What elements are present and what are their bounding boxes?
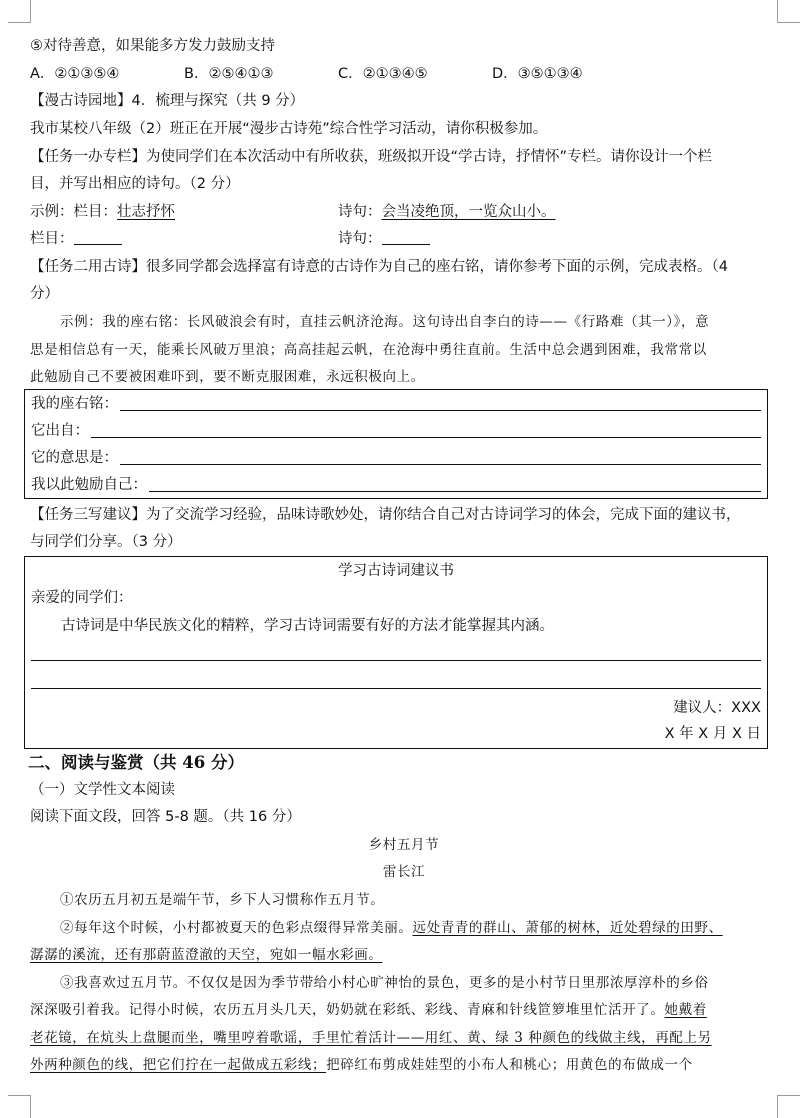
task-2-example-line-1: 示例：我的座右铭：长风破浪会有时，直挂云帆济沧海。这句诗出自李白的诗——《行路难（其一）》，意 [60,314,710,330]
source-label: 它出自： [31,423,89,439]
essay-author: 雷长江 [382,864,426,880]
suggestion-letter-box [24,556,768,749]
meaning-row[interactable] [31,448,761,468]
essay-title: 乡村五月节 [368,837,440,853]
p3-lead: 深深吸引着我。记得小时候，农历五月头几天，奶奶就在彩纸、彩线、青麻和针线笸箩堆里忙活开了。 [30,1002,665,1018]
letter-title: 学习古诗词建议书 [338,563,454,579]
example-column-row [30,202,175,222]
column-answer-row [30,229,122,249]
task-3-line-1: 【任务三写建议】为了交流学习经验，品味诗歌妙处，请你结合自己对古诗词学习的体会，完成下面的建议书， [30,507,741,523]
task-3-line-2: 与同学们分享。（3 分） [30,534,182,550]
example-column: 壮志抒怀 [117,204,175,220]
p2-underlined-1: 远处青青的群山、萧郁的树林，近处碧绿的田野、 [412,920,723,936]
poem-answer-row [338,229,430,249]
crop-mark-top-right [777,0,800,23]
column-answer-blank[interactable] [74,230,122,245]
crop-mark-bottom-right [777,1095,800,1118]
motto-table [24,389,768,499]
encourage-row[interactable] [31,475,761,495]
question-4-title: 【漫古诗园地】4．梳理与探究（共 9 分） [30,93,305,109]
essay-paragraph-3-line-2 [30,1000,707,1020]
section-2-heading: 二、阅读与鉴赏（共 46 分） [28,753,244,772]
task-2-example-line-2: 思是相信总有一天，能乘长风破万里浪；高高挂起云帆，在沧海中勇往直前。生活中总会遇到困难，我常常以 [30,342,707,358]
example-prefix: 示例：栏目： [30,204,117,220]
crop-mark-bottom-left [8,1095,31,1118]
example-poem-row [338,202,556,222]
poem-answer-blank[interactable] [382,230,430,245]
poem-label: 诗句： [338,231,382,247]
option-c: C．②①③④⑤ [338,66,428,82]
source-answer-line[interactable] [91,437,761,438]
essay-paragraph-3-line-3 [30,1028,712,1048]
p3-underlined-start: 她戴着 [664,1002,707,1018]
letter-answer-line-2[interactable] [31,688,761,689]
source-row[interactable] [31,421,761,441]
meaning-label: 它的意思是： [31,450,118,466]
task-2-line-2: 分） [30,286,59,302]
p2-underlined-2: 潺潺的溪流，还有那蔚蓝澄澈的天空，宛如一幅水彩画。 [30,947,383,963]
p3-tail: 把碎红布剪成娃娃型的小布人和桃心；用黄色的布做成一个 [326,1057,693,1073]
task-1-line-1: 【任务一办专栏】为使同学们在本次活动中有所收获，班级拟开设“学古诗，抒情怀”专栏。请你设计一个栏 [30,149,713,165]
meaning-answer-line[interactable] [120,464,761,465]
question-4-intro: 我市某校八年级（2）班正在开展“漫步古诗苑”综合性学习活动，请你积极参加。 [30,121,548,137]
task-1-line-2: 目，并写出相应的诗句。（2 分） [30,176,240,192]
option-b: B．②⑤④①③ [184,66,274,82]
column-label: 栏目： [30,231,74,247]
essay-paragraph-3-line-1: ③我喜欢过五月节。不仅仅是因为季节带给小村心旷神怡的景色，更多的是小村节日里那浓厚淳朴的乡俗 [60,975,709,991]
p2-lead: ②每年这个时候，小村都被夏天的色彩点缀得异常美丽。 [60,920,413,936]
motto-row[interactable] [31,394,761,414]
encourage-label: 我以此勉励自己： [31,477,147,493]
crop-mark-top-left [8,0,31,23]
letter-body: 古诗词是中华民族文化的精粹，学习古诗词需要有好的方法才能掌握其内涵。 [61,618,554,634]
option-a: A．②①③⑤④ [30,66,120,82]
essay-paragraph-1: ①农历五月初五是端午节，乡下人习惯称作五月节。 [60,892,385,908]
task-2-example-line-3: 此勉励自己不要被困难吓到，要不断克服困难，永远积极向上。 [30,369,425,385]
option-d: D．③⑤①③④ [492,66,583,82]
essay-paragraph-2-line-1 [60,918,723,938]
letter-date: X 年 X 月 X 日 [664,726,761,742]
task-2-line-1: 【任务二用古诗】很多同学都会选择富有诗意的古诗作为自己的座右铭，请你参考下面的示例，完成表格。（4 [30,259,728,275]
example-poem: 会当凌绝顶，一览众山小。 [381,204,556,220]
essay-paragraph-2-line-2 [30,945,383,965]
motto-answer-line[interactable] [120,410,761,411]
essay-paragraph-3-line-4 [30,1055,693,1075]
motto-label: 我的座右铭： [31,396,118,412]
letter-answer-line-1[interactable] [31,660,761,661]
p3-underlined-end: 外两种颜色的线，把它们拧在一起做成五彩线； [30,1057,327,1073]
letter-greeting: 亲爱的同学们： [31,590,133,606]
letter-signer: 建议人：XXX [673,700,761,716]
item-5: ⑤对待善意，如果能多方发力鼓励支持 [30,38,275,54]
example-poem-prefix: 诗句： [338,204,382,220]
p3-underlined-middle: 老花镜，在炕头上盘腿而坐，嘴里哼着歌谣，手里忙着活计——用红、黄、绿 3 种颜色的线做主线，再配上另 [30,1030,712,1046]
section-2-subheading: （一）文学性文本阅读 [30,782,175,798]
reading-instruction: 阅读下面文段，回答 5-8 题。（共 16 分） [30,809,301,825]
encourage-answer-line[interactable] [149,491,761,492]
